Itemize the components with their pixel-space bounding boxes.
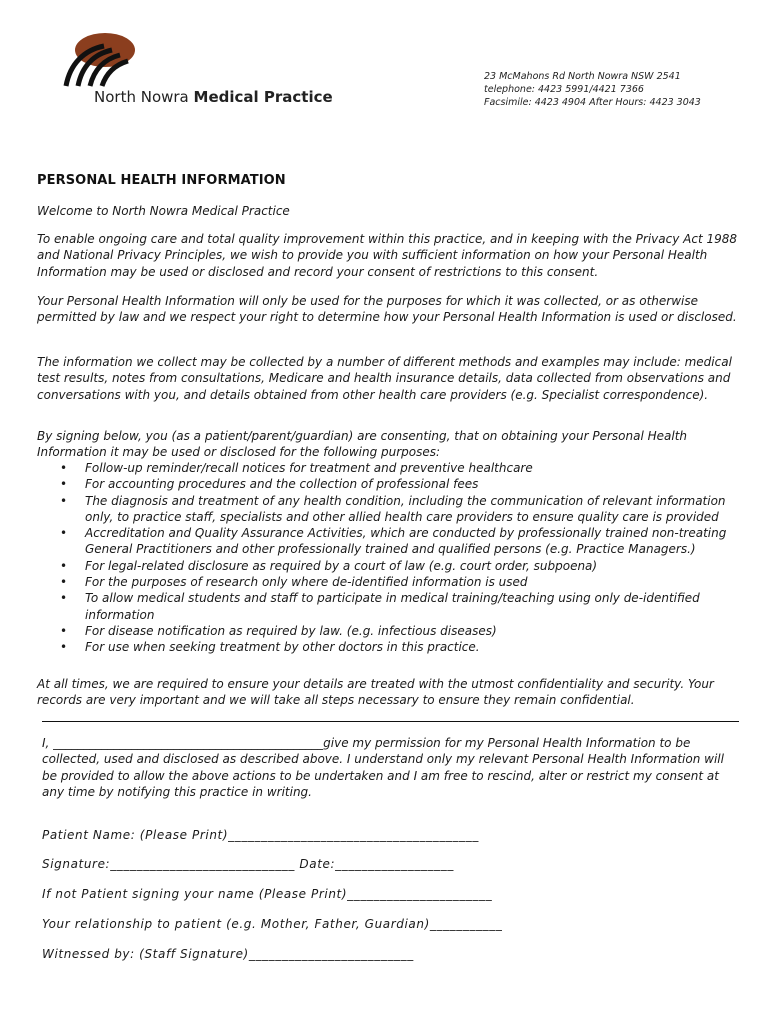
list-item: • For disease notification as required by law. (e.g. infectious diseases) <box>37 623 740 639</box>
list-item: • For accounting procedures and the collection of professional fees <box>37 476 740 492</box>
signature-date-field[interactable]: Signature:____________________________ Date:__________________ <box>42 857 454 871</box>
consent-statement[interactable]: I, _____________________________________________give my permission for my Personal Health Information to be collected, used and disclosed as described above. I understand only my relevant Personal Health Information will be provided to allow the above actions to be undertaken and I am free to rescind, alter or restrict my consent at any time by notifying this practice in writing. <box>42 736 724 799</box>
list-item: • The diagnosis and treatment of any health condition, including the communication of relevant information only, to practice staff, specialists and other allied health care providers to ensure quality care is provided <box>37 493 740 526</box>
practice-logo-icon <box>60 28 150 88</box>
list-item: • To allow medical students and staff to participate in medical training/teaching using only de-identified information <box>37 590 740 623</box>
practice-name-bold: Medical Practice <box>193 88 333 106</box>
practice-name <box>94 88 333 106</box>
list-item: • Accreditation and Quality Assurance Activities, which are conducted by professionally trained non-treating General Practitioners and other professionally trained and qualified persons (e.g. Practice Managers.) <box>37 525 740 558</box>
section-divider <box>42 721 739 722</box>
document-title: PERSONAL HEALTH INFORMATION <box>37 173 286 188</box>
collection-paragraph: The information we collect may be collected by a number of different methods and examples may include: medical test results, notes from consultations, Medicare and health insurance details, data collected from observations and conversations with you, and details obtained from other health care providers (e.g. Specialist correspondence). <box>37 355 732 402</box>
list-item: • For use when seeking treatment by other doctors in this practice. <box>37 639 740 655</box>
practice-address: 23 McMahons Rd North Nowra NSW 2541 <box>484 71 681 82</box>
purposes-list <box>37 460 740 656</box>
patient-name-field[interactable]: Patient Name: (Please Print)______________________________________ <box>42 828 479 842</box>
practice-facsimile: Facsimile: 4423 4904 After Hours: 4423 3043 <box>484 97 701 108</box>
consent-intro-paragraph: By signing below, you (as a patient/parent/guardian) are consenting, that on obtaining your Personal Health Information it may be used or disclosed for the following purposes: <box>37 429 688 460</box>
alternate-signer-field[interactable]: If not Patient signing your name (Please Print)______________________ <box>42 887 493 901</box>
practice-name-regular: North Nowra <box>94 88 189 106</box>
practice-telephone: telephone: 4423 5991/4421 7366 <box>484 84 644 95</box>
list-item: • For the purposes of research only where de-identified information is used <box>37 574 740 590</box>
confidentiality-paragraph: At all times, we are required to ensure your details are treated with the utmost confidentiality and security. Your records are very important and we will take all steps necessary to ensure they remain confidential. <box>37 677 714 708</box>
welcome-text: Welcome to North Nowra Medical Practice <box>37 204 290 218</box>
list-item: • Follow-up reminder/recall notices for treatment and preventive healthcare <box>37 460 740 476</box>
list-item: • For legal-related disclosure as required by a court of law (e.g. court order, subpoena) <box>37 558 740 574</box>
relationship-field[interactable]: Your relationship to patient (e.g. Mother, Father, Guardian)___________ <box>42 917 503 931</box>
usage-paragraph: Your Personal Health Information will only be used for the purposes for which it was collected, or as otherwise permitted by law and we respect your right to determine how your Personal Health Information is used or disclosed. <box>37 294 737 325</box>
intro-paragraph: To enable ongoing care and total quality improvement within this practice, and in keeping with the Privacy Act 1988 and National Privacy Principles, we wish to provide you with sufficient information on how your Personal Health Information may be used or disclosed and record your consent of restrictions to this consent. <box>37 232 738 279</box>
witness-signature-field[interactable]: Witnessed by: (Staff Signature)_________________________ <box>42 947 414 961</box>
contact-block <box>484 70 701 109</box>
